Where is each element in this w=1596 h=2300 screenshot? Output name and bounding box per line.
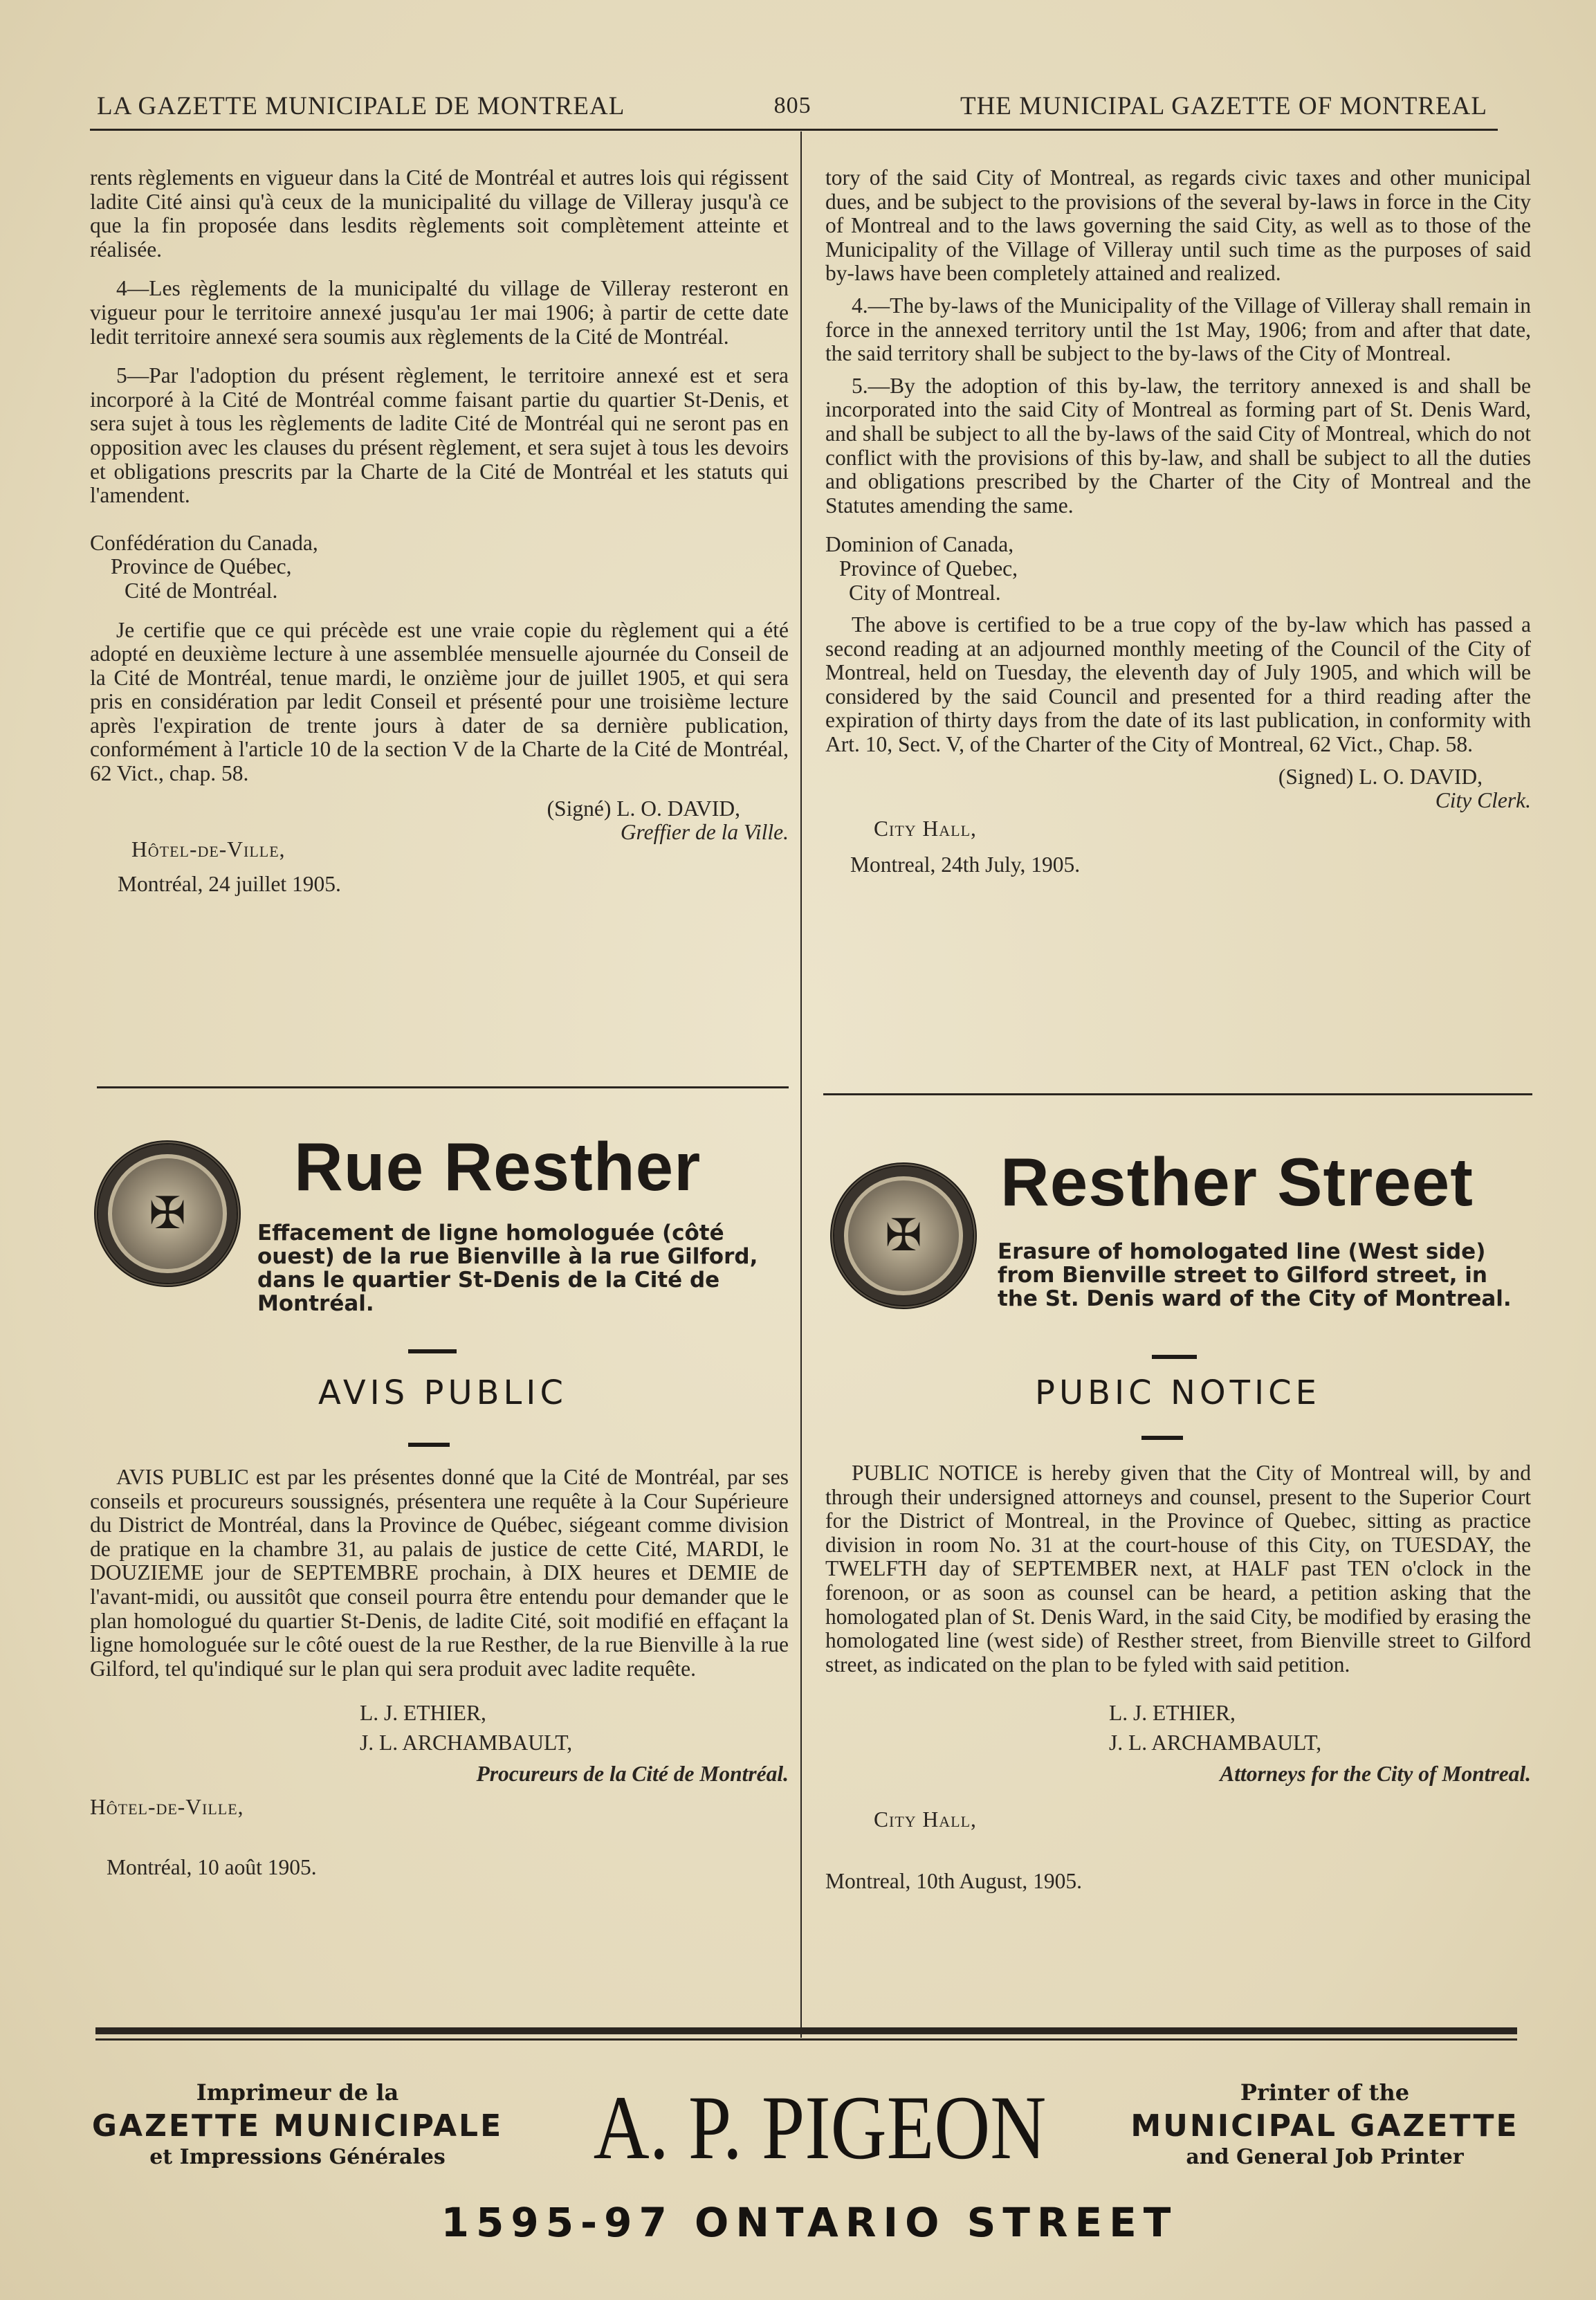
jurisdiction-fr-3: Cité de Montréal.: [125, 578, 278, 603]
jurisdiction-en-1: Dominion of Canada,: [825, 532, 1014, 557]
signer-title-en: City Clerk.: [1435, 788, 1531, 813]
footer-right-block: [1114, 2079, 1536, 2169]
bylaw-en-para-3: 5.—By the adoption of this by-law, the territory annexed is and shall be incorporated into the said City of Montreal as forming part of St. Denis Ward, and shall be subject to all the by-laws of the said City of Montreal, which do not conflict with the provisions of this by-law, and shall be subject to all the duties and obligations prescribed by the Charter of the City of Montreal and the Statutes amending the same.: [825, 373, 1531, 518]
signer-fr: (Signé) L. O. DAVID,: [547, 796, 740, 821]
bylaw-en-para-2: 4.—The by-laws of the Municipality of the Village of Villeray shall remain in force in the annexed territory until the 1st May, 1906; from and after that date, the said territory shall be subject to the by-laws of the City of Montreal.: [825, 293, 1531, 366]
header-title-en: THE MUNICIPAL GAZETTE OF MONTREAL: [960, 91, 1487, 120]
notice-en-place: City Hall,: [874, 1807, 977, 1832]
notice-en-sig2: J. L. ARCHAMBAULT,: [1109, 1730, 1322, 1755]
bylaw-fr-section: [90, 166, 789, 897]
title-dash-fr: [408, 1349, 457, 1353]
notice-fr-place: Hôtel-de-Ville,: [90, 1795, 244, 1820]
bylaw-en-para-1: tory of the said City of Montreal, as regards civic taxes and other municipal dues, and be subject to the provisions of the several by-laws in force in the City of Montreal and to the laws governing the said City, as well as to those of the Municipality of the Village of Villeray until such time as the purposes of said by-laws have been completely attained and realized.: [825, 165, 1531, 286]
certification-fr: Je certifie que ce qui précède est une vraie copie du règlement qui a été adopté en deuxième lecture à une assemblée mensuelle ajournée du Conseil de la Cité de Montréal, tenue mardi, le onzième jour de juillet 1905, et qui sera pris en considération par ledit Conseil et présenté pour une troisième lecture après l'expiration de trente jours à dater de sa dernière publication, conformément à l'article 10 de la section V de la Charte de la Cité de Montréal, 62 Vict., chap. 58.: [90, 617, 789, 786]
notice-en-sig1: L. J. ETHIER,: [1109, 1701, 1236, 1726]
notice-fr-sig2: J. L. ARCHAMBAULT,: [360, 1730, 573, 1755]
bylaw-en-section: [825, 166, 1531, 877]
place-en: City Hall,: [874, 816, 977, 841]
city-seal-left: [94, 1140, 241, 1287]
footer-right-line2: MUNICIPAL GAZETTE: [1130, 2108, 1519, 2144]
jurisdiction-fr-2: Province de Québec,: [111, 554, 292, 579]
seal-cross-icon: ✠: [149, 1188, 186, 1239]
printer-name: A. P. PIGEON: [593, 2077, 1047, 2178]
date-en: Montreal, 24th July, 1905.: [850, 852, 1081, 877]
signer-title-fr: Greffier de la Ville.: [620, 820, 789, 845]
footer-left-block: [83, 2079, 512, 2169]
footer-right-line3: and General Job Printer: [1186, 2145, 1464, 2169]
footer-left-line1: Imprimeur de la: [196, 2079, 399, 2106]
notice-fr-date: Montréal, 10 août 1905.: [107, 1854, 317, 1879]
jurisdiction-en-2: Province of Quebec,: [839, 556, 1018, 581]
section-rule-left: [97, 1086, 789, 1088]
notice-fr-body: AVIS PUBLIC est par les présentes donné que la Cité de Montréal, par ses conseils et procureurs soussignés, présentera une requête à la Cour Supérieure du District de Montréal, dans la Province de Québec, siégeant comme division de pratique en la chambre 31, au palais de justice de cette Cité, MARDI, le DOUZIEME jour de SEPTEMBRE prochain, à DIX heures et DEMIE de l'avant-midi, ou aussitôt que conseil pourra être entendu pour demander que le plan homologué du quartier St-Denis, de ladite Cité, soit modifié en effaçant la ligne homologuée sur le côté ouest de la rue Resther, de la rue Bienville à la rue Gilford, tel qu'indiqué sur le plan qui sera produit avec ladite requête.: [90, 1465, 789, 1681]
column-divider: [800, 131, 802, 2038]
printer-address: 1595-97 ONTARIO STREET: [441, 2199, 1178, 2246]
seal-cross-icon: ✠: [885, 1210, 922, 1261]
page-number: 805: [773, 93, 811, 118]
footer-rule-thin: [95, 2038, 1517, 2041]
notice-en-subtitle: Erasure of homologated line (West side) from Bienville street to Gilford street, in the St. Denis ward of the City of Montreal.: [998, 1239, 1512, 1311]
footer-left-line3: et Impressions Générales: [149, 2145, 446, 2169]
place-fr: Hôtel-de-Ville,: [131, 837, 286, 861]
notice-fr-heading: AVIS PUBLIC: [318, 1373, 567, 1412]
heading-dash-fr: [408, 1443, 450, 1447]
notice-fr-title: Rue Resther: [294, 1129, 701, 1205]
notice-fr-sig1: L. J. ETHIER,: [360, 1701, 486, 1726]
jurisdiction-en-3: City of Montreal.: [849, 580, 1001, 605]
notice-en-heading: PUBIC NOTICE: [1035, 1373, 1321, 1412]
notice-en-title: Resther Street: [1000, 1144, 1474, 1220]
signer-en: (Signed) L. O. DAVID,: [1278, 764, 1483, 789]
notice-fr-body-block: [90, 1466, 789, 1879]
notice-en-body: PUBLIC NOTICE is hereby given that the City of Montreal will, by and through their undersigned attorneys and counsel, present to the Superior Court for the District of Montreal, in the Province of Quebec, sitting as practice division in room No. 31 at the court-house of this City, on TUESDAY, the TWELFTH day of SEPTEMBER next, at HALF past TEN o'clock in the forenoon, or as soon as counsel can be heard, a petition asking that the homologated plan of St. Denis Ward, in the said City, be modified by erasing the homologated line (west side) of Resther street, from Bienville street to Gilford street, as indicated on the plan to be fyled with said petition.: [825, 1461, 1531, 1677]
notice-fr-subtitle: Effacement de ligne homologuée (côté ouest) de la rue Bienville à la rue Gilford, dans le quartier St-Denis de la Cité de Montréal.: [257, 1221, 758, 1316]
date-fr: Montréal, 24 juillet 1905.: [118, 872, 341, 897]
title-dash-en: [1152, 1355, 1197, 1359]
header-rule: [90, 129, 1498, 131]
bylaw-fr-para-2: 4—Les règlements de la municipalté du village de Villeray resteront en vigueur pour le territoire annexé jusqu'au 1er mai 1906; à partir de cette date ledit territoire annexé sera soumis aux règlements de la Cité de Montréal.: [90, 276, 789, 349]
certification-en: The above is certified to be a true copy of the by-law which has passed a second reading at an adjourned monthly meeting of the Council of the City of Montreal, held on Tuesday, the eleventh day of July 1905, and which will be considered by the said Council and presented for a third reading after the expiration of thirty days from the date of its last publication, in conformity with Art. 10, Sect. V, of the Charter of the City of Montreal, 62 Vict., Chap. 58.: [825, 612, 1531, 757]
signature-en: [825, 765, 1531, 813]
notice-fr-title-line: Procureurs de la Cité de Montréal.: [476, 1761, 789, 1786]
page-header: [97, 89, 1487, 123]
footer-right-line1: Printer of the: [1240, 2079, 1410, 2106]
notice-en-title-line: Attorneys for the City of Montreal.: [1220, 1761, 1531, 1786]
footer-left-line2: GAZETTE MUNICIPALE: [91, 2108, 504, 2144]
city-seal-right: [830, 1162, 977, 1309]
heading-dash-en: [1141, 1436, 1183, 1440]
notice-en-body-block: [825, 1461, 1531, 1893]
jurisdiction-fr-1: Confédération du Canada,: [90, 530, 318, 555]
header-title-fr: LA GAZETTE MUNICIPALE DE MONTREAL: [97, 91, 625, 120]
footer-rule-thick: [95, 2027, 1517, 2034]
notice-en-date: Montreal, 10th August, 1905.: [825, 1868, 1082, 1893]
section-rule-right: [823, 1093, 1532, 1095]
bylaw-fr-para-3: 5—Par l'adoption du présent règlement, le territoire annexé est et sera incorporé à la Cité de Montréal comme faisant partie du quartier St-Denis, et sera sujet à tous les règlements de ladite Cité de Montréal qui ne seront pas en opposition avec les clauses du présent règlement, et sera sujet à tous les devoirs et obligations prescrits par la Charte de la Cité de Montréal et les statuts qui l'amendent.: [90, 363, 789, 508]
bylaw-fr-para-1: rents règlements en vigueur dans la Cité de Montréal et autres lois qui régissent ladite Cité ainsi qu'à ceux de la municipalité du village de Villeray jusqu'à ce que la fin proposée dans lesdits règlements soit complètement atteinte et réalisée.: [90, 165, 789, 262]
